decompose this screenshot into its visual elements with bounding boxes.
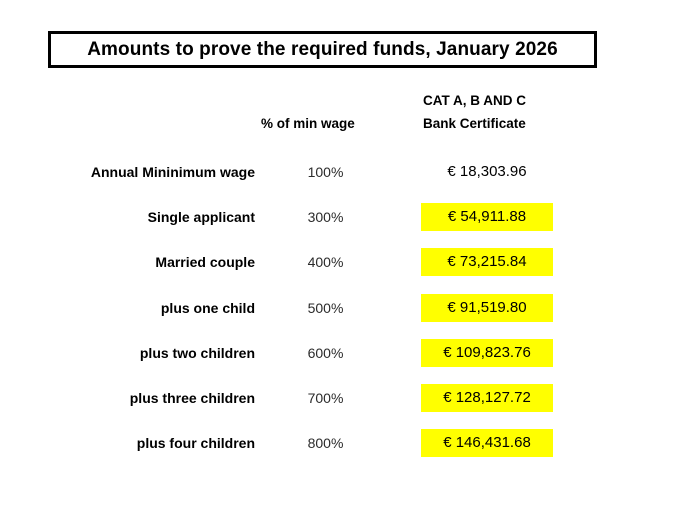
row-bank-certificate-amount: € 73,215.84 [421, 248, 553, 276]
row-percent-of-min-wage: 300% [307, 209, 344, 226]
row-percent-of-min-wage: 100% [307, 164, 344, 180]
row-bank-certificate-amount: € 109,823.76 [421, 339, 553, 367]
row-percent-of-min-wage: 500% [307, 299, 344, 316]
row-label: Single applicant [147, 209, 255, 226]
row-label: plus four children [136, 435, 255, 452]
row-percent-of-min-wage: 700% [307, 390, 344, 406]
table-row [0, 248, 678, 276]
table-row [0, 384, 678, 412]
row-bank-certificate-amount: € 128,127.72 [421, 384, 553, 412]
row-bank-certificate-amount: € 91,519.80 [421, 294, 553, 322]
row-percent-of-min-wage: 600% [307, 344, 344, 361]
table-row [0, 158, 678, 186]
table-row [0, 294, 678, 322]
row-label: plus two children [139, 344, 255, 361]
table-row [0, 203, 678, 231]
page-title: Amounts to prove the required funds, January 2026 [87, 38, 558, 60]
column-header-percent: % of min wage [261, 116, 355, 131]
row-bank-certificate-amount: € 54,911.88 [421, 203, 553, 231]
row-label: plus three children [129, 390, 255, 406]
column-header-category-line1: CAT A, B AND C [423, 93, 526, 108]
row-label: Married couple [155, 254, 255, 271]
row-label: plus one child [160, 299, 255, 316]
row-bank-certificate-amount: € 146,431.68 [421, 429, 553, 457]
row-bank-certificate-amount: € 18,303.96 [447, 163, 527, 180]
table-row [0, 339, 678, 367]
row-percent-of-min-wage: 400% [307, 254, 344, 271]
column-header-bank-certificate: Bank Certificate [423, 116, 526, 131]
row-percent-of-min-wage: 800% [307, 435, 344, 452]
row-label: Annual Mininimum wage [90, 164, 255, 180]
table-row [0, 429, 678, 457]
